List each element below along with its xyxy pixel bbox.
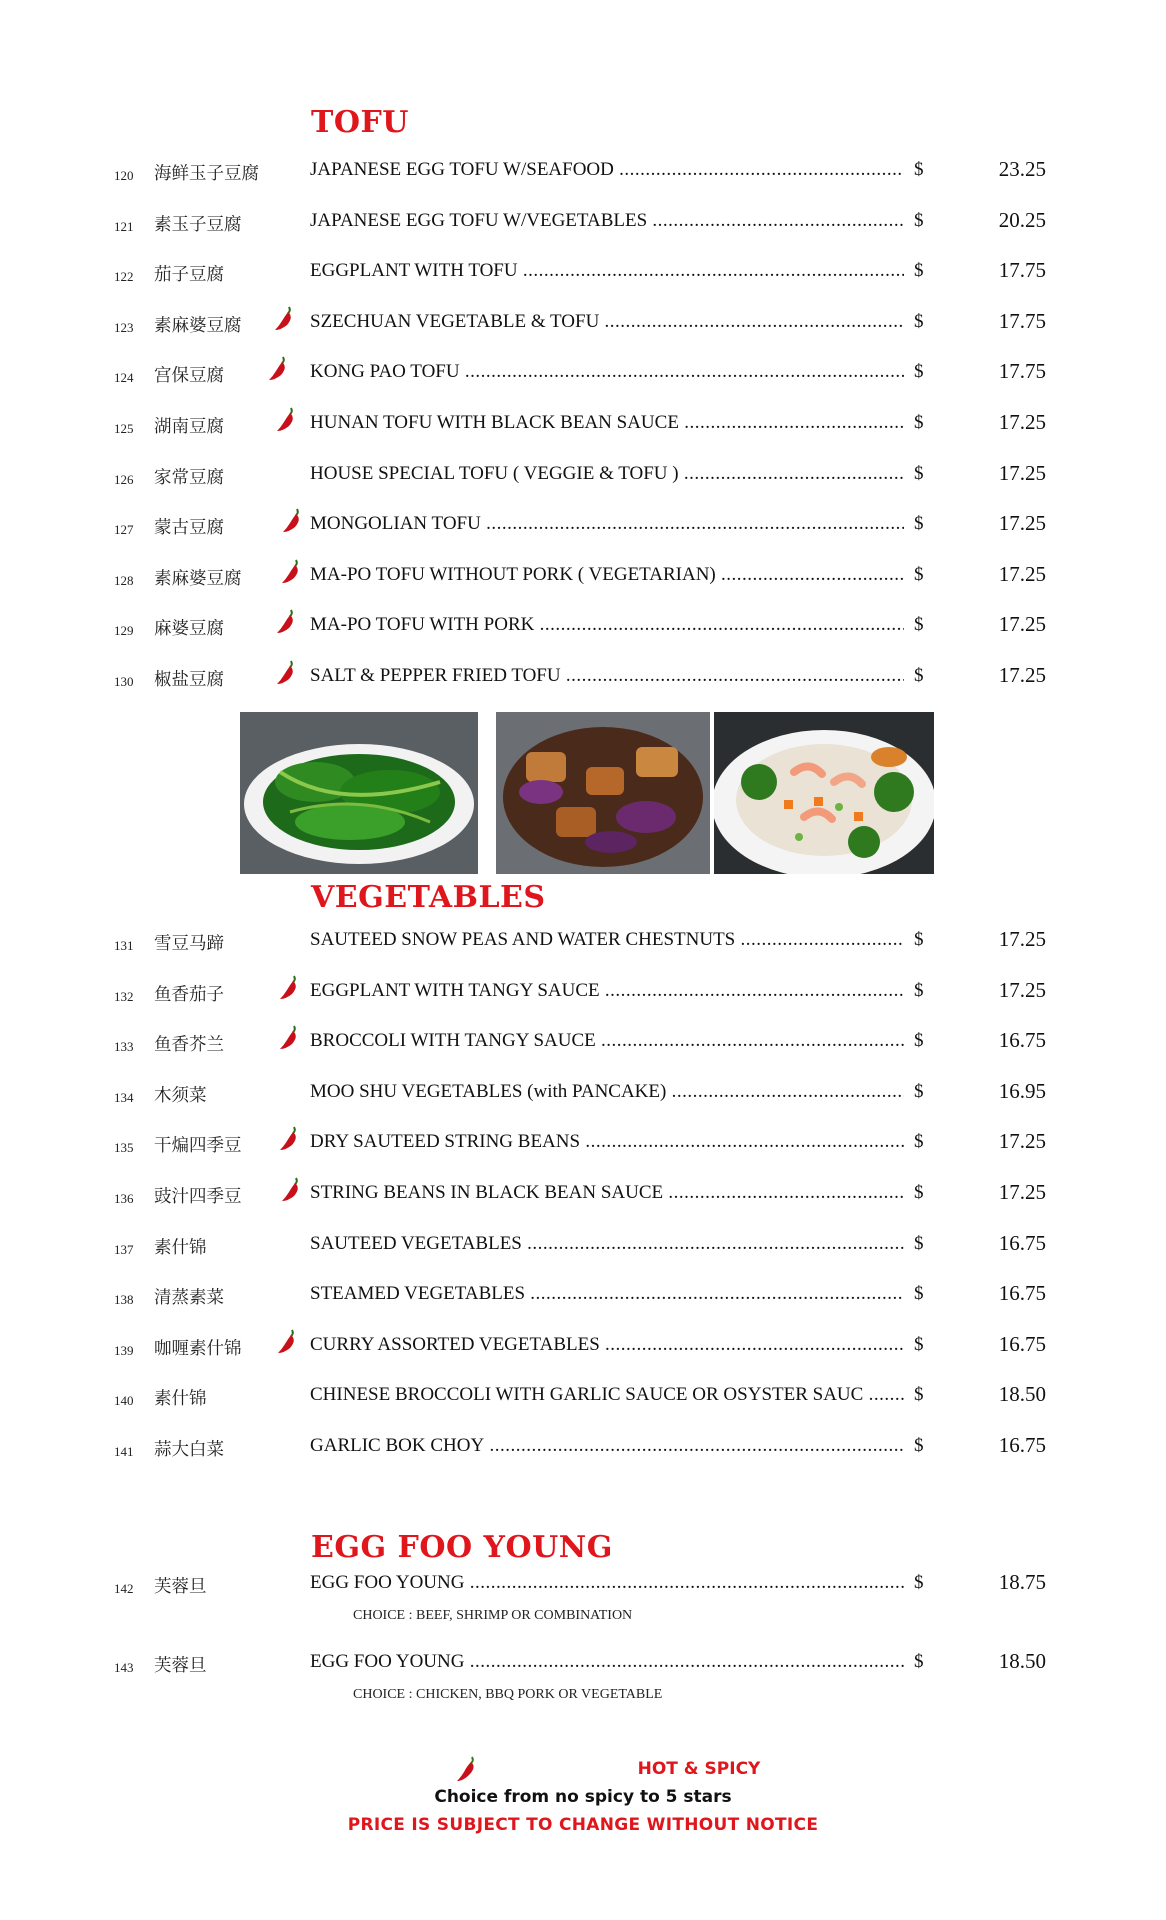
item-price: 17.25 <box>998 410 1046 434</box>
item-price: 17.75 <box>998 258 1046 283</box>
item-price: 17.25 <box>998 511 1046 536</box>
item-price: 17.25 <box>998 927 1046 951</box>
currency-symbol: $ <box>914 1080 924 1102</box>
item-english-name: EGG FOO YOUNG ..... <box>310 1571 904 1595</box>
menu-item-124 <box>0 360 1166 390</box>
item-number: 121 <box>114 218 134 234</box>
item-price: 18.75 <box>998 1570 1046 1594</box>
item-english-name: CURRY ASSORTED VEGETABLES ..... <box>310 1333 904 1357</box>
item-chinese-name: 海鲜玉子豆腐 <box>154 164 259 184</box>
currency-symbol: $ <box>914 260 924 282</box>
item-number: 133 <box>114 1039 134 1055</box>
chili-icon <box>282 508 304 534</box>
menu-item-139 <box>0 1333 1166 1363</box>
item-number: 126 <box>114 471 134 487</box>
currency-symbol: $ <box>914 614 924 636</box>
item-number: 130 <box>114 674 134 689</box>
item-number: 139 <box>114 1342 134 1358</box>
item-english-name: CHINESE BROCCOLI WITH GARLIC SAUCE OR OSYSTER SAUC ..... <box>310 1383 904 1407</box>
item-choice-note: CHOICE : CHICKEN, BBQ PORK OR VEGETABLE <box>353 1687 663 1702</box>
section-title-vegetables: VEGETABLES <box>311 880 546 915</box>
menu-item-142 <box>0 1570 1166 1623</box>
currency-symbol: $ <box>914 462 924 484</box>
item-number: 143 <box>114 1660 134 1675</box>
item-number: 142 <box>114 1581 134 1596</box>
item-price: 17.75 <box>998 308 1046 333</box>
item-chinese-name: 豉汁四季豆 <box>154 1187 242 1207</box>
menu-item-131 <box>0 928 1166 958</box>
currency-symbol: $ <box>914 563 924 585</box>
item-number: 138 <box>114 1292 134 1308</box>
item-price: 17.75 <box>998 359 1046 384</box>
item-price: 16.75 <box>998 1433 1046 1457</box>
item-english-name: JAPANESE EGG TOFU W/SEAFOOD ..... <box>310 158 904 182</box>
item-price: 16.75 <box>998 1281 1046 1306</box>
item-chinese-name: 素什锦 <box>154 1389 207 1410</box>
currency-symbol: $ <box>914 310 924 332</box>
item-english-name: GARLIC BOK CHOY ..... <box>310 1434 904 1458</box>
currency-symbol: $ <box>914 1283 924 1305</box>
menu-item-129 <box>0 613 1166 643</box>
menu-item-125 <box>0 411 1166 441</box>
item-chinese-name: 鱼香芥兰 <box>154 1035 224 1056</box>
currency-symbol: $ <box>914 1232 924 1254</box>
item-chinese-name: 雪豆马蹄 <box>154 934 224 954</box>
currency-symbol: $ <box>914 929 924 950</box>
item-english-name: MONGOLIAN TOFU ..... <box>310 512 904 536</box>
item-price: 16.75 <box>998 1331 1046 1356</box>
item-number: 127 <box>114 522 134 538</box>
chili-icon <box>268 356 290 382</box>
menu-item-130 <box>0 664 1166 694</box>
item-english-name: JAPANESE EGG TOFU W/VEGETABLES ..... <box>310 209 904 233</box>
currency-symbol: $ <box>914 1651 924 1672</box>
menu-item-122 <box>0 259 1166 289</box>
item-price: 16.75 <box>998 1230 1046 1255</box>
chili-icon <box>276 660 298 686</box>
item-english-name: HUNAN TOFU WITH BLACK BEAN SAUCE ..... <box>310 411 904 435</box>
item-price: 16.75 <box>998 1028 1046 1053</box>
item-price: 17.25 <box>998 663 1046 687</box>
item-number: 137 <box>114 1241 134 1257</box>
currency-symbol: $ <box>914 1384 924 1406</box>
item-number: 125 <box>114 421 134 436</box>
menu-item-133 <box>0 1029 1166 1059</box>
item-chinese-name: 椒盐豆腐 <box>154 670 224 690</box>
currency-symbol: $ <box>914 209 924 231</box>
item-english-name: EGGPLANT WITH TANGY SAUCE ..... <box>310 979 904 1003</box>
menu-item-127 <box>0 512 1166 542</box>
item-english-name: STRING BEANS IN BLACK BEAN SAUCE ..... <box>310 1181 904 1205</box>
item-english-name: SZECHUAN VEGETABLE & TOFU ..... <box>310 310 904 334</box>
item-price: 18.50 <box>998 1382 1046 1407</box>
menu-item-143 <box>0 1649 1166 1702</box>
item-english-name: MA-PO TOFU WITH PORK ..... <box>310 613 904 637</box>
item-price: 17.25 <box>998 1180 1046 1204</box>
item-number: 134 <box>114 1089 134 1105</box>
currency-symbol: $ <box>914 1435 924 1456</box>
currency-symbol: $ <box>914 513 924 535</box>
hot-spicy-label: HOT & SPICY <box>637 1759 761 1779</box>
item-number: 136 <box>114 1191 134 1206</box>
item-number: 131 <box>114 938 134 953</box>
menu-item-138 <box>0 1282 1166 1312</box>
item-price: 17.25 <box>998 977 1046 1002</box>
item-chinese-name: 素麻婆豆腐 <box>154 568 242 589</box>
item-chinese-name: 家常豆腐 <box>154 467 224 488</box>
item-number: 128 <box>114 572 134 588</box>
currency-symbol: $ <box>914 1572 924 1593</box>
item-english-name: MOO SHU VEGETABLES (with PANCAKE) ..... <box>310 1080 904 1104</box>
menu-item-134 <box>0 1080 1166 1110</box>
chili-icon <box>277 1329 299 1355</box>
price-note: PRICE IS SUBJECT TO CHANGE WITHOUT NOTICE <box>347 1815 819 1835</box>
item-english-name: BROCCOLI WITH TANGY SAUCE ..... <box>310 1029 904 1053</box>
item-number: 122 <box>114 269 134 285</box>
currency-symbol: $ <box>914 361 924 383</box>
item-number: 129 <box>114 623 134 639</box>
item-english-name: KONG PAO TOFU ..... <box>310 360 904 384</box>
item-chinese-name: 咖喱素什锦 <box>154 1338 242 1359</box>
item-chinese-name: 芙蓉旦 <box>154 1656 207 1676</box>
item-chinese-name: 蒜大白菜 <box>154 1440 224 1460</box>
section-title-tofu: TOFU <box>311 105 409 140</box>
item-number: 123 <box>114 319 134 335</box>
item-price: 16.95 <box>998 1078 1046 1103</box>
currency-symbol: $ <box>914 159 924 180</box>
item-chinese-name: 麻婆豆腐 <box>154 619 224 640</box>
item-chinese-name: 木须菜 <box>154 1085 207 1106</box>
item-chinese-name: 蒙古豆腐 <box>154 518 224 539</box>
currency-symbol: $ <box>914 1182 924 1203</box>
menu-item-128 <box>0 563 1166 593</box>
item-chinese-name: 茄子豆腐 <box>154 265 224 286</box>
item-number: 135 <box>114 1140 134 1156</box>
item-english-name: SAUTEED SNOW PEAS AND WATER CHESTNUTS ..... <box>310 928 904 952</box>
chili-icon <box>276 609 298 635</box>
menu-item-135 <box>0 1130 1166 1160</box>
photo-chinese-broccoli <box>240 712 478 874</box>
item-chinese-name: 干煸四季豆 <box>154 1136 242 1157</box>
item-price: 20.25 <box>998 207 1046 232</box>
item-english-name: EGGPLANT WITH TOFU ..... <box>310 259 904 283</box>
menu-item-120 <box>0 158 1166 188</box>
item-choice-note: CHOICE : BEEF, SHRIMP OR COMBINATION <box>353 1608 633 1623</box>
item-english-name: HOUSE SPECIAL TOFU ( VEGGIE & TOFU ) ..... <box>310 462 904 486</box>
chili-icon <box>279 975 301 1001</box>
currency-symbol: $ <box>914 979 924 1001</box>
item-number: 120 <box>114 168 134 183</box>
photo-eggplant-tofu <box>496 712 710 874</box>
item-price: 17.25 <box>998 612 1046 637</box>
item-chinese-name: 宫保豆腐 <box>154 366 224 387</box>
item-chinese-name: 素麻婆豆腐 <box>154 315 242 336</box>
menu-item-140 <box>0 1383 1166 1413</box>
chili-icon <box>279 1126 301 1152</box>
item-chinese-name: 素什锦 <box>154 1237 207 1258</box>
item-price: 17.25 <box>998 561 1046 586</box>
currency-symbol: $ <box>914 665 924 686</box>
item-english-name: DRY SAUTEED STRING BEANS ..... <box>310 1130 904 1154</box>
item-english-name: STEAMED VEGETABLES ..... <box>310 1282 904 1306</box>
chili-icon <box>279 1025 301 1051</box>
menu-item-121 <box>0 209 1166 239</box>
photo-shrimp-vegetables <box>714 712 934 874</box>
item-number: 141 <box>114 1444 134 1459</box>
currency-symbol: $ <box>914 1030 924 1052</box>
spicy-note: Choice from no spicy to 5 stars <box>434 1787 732 1807</box>
item-price: 18.50 <box>998 1649 1046 1673</box>
item-english-name: SAUTEED VEGETABLES ..... <box>310 1232 904 1256</box>
chili-icon <box>281 1177 303 1203</box>
menu-item-123 <box>0 310 1166 340</box>
menu-item-137 <box>0 1232 1166 1262</box>
item-english-name: SALT & PEPPER FRIED TOFU ..... <box>310 664 904 688</box>
item-number: 132 <box>114 988 134 1004</box>
menu-item-132 <box>0 979 1166 1009</box>
item-price: 23.25 <box>998 157 1046 181</box>
item-price: 17.25 <box>998 460 1046 485</box>
item-chinese-name: 鱼香茄子 <box>154 984 224 1005</box>
item-price: 17.25 <box>998 1129 1046 1154</box>
chili-icon <box>281 559 303 585</box>
menu-item-141 <box>0 1434 1166 1464</box>
item-number: 140 <box>114 1393 134 1409</box>
item-chinese-name: 湖南豆腐 <box>154 417 224 437</box>
menu-item-136 <box>0 1181 1166 1211</box>
item-chinese-name: 清蒸素菜 <box>154 1288 224 1309</box>
section-title-egg-foo-young: EGG FOO YOUNG <box>311 1530 613 1565</box>
item-chinese-name: 芙蓉旦 <box>154 1577 207 1597</box>
chili-icon <box>276 407 298 433</box>
item-english-name: EGG FOO YOUNG ..... <box>310 1650 904 1674</box>
chili-icon <box>274 306 296 332</box>
menu-item-126 <box>0 462 1166 492</box>
item-chinese-name: 素玉子豆腐 <box>154 214 242 235</box>
currency-symbol: $ <box>914 1333 924 1355</box>
item-number: 124 <box>114 370 134 386</box>
item-english-name: MA-PO TOFU WITHOUT PORK ( VEGETARIAN) ..... <box>310 563 904 587</box>
currency-symbol: $ <box>914 412 924 433</box>
currency-symbol: $ <box>914 1131 924 1153</box>
